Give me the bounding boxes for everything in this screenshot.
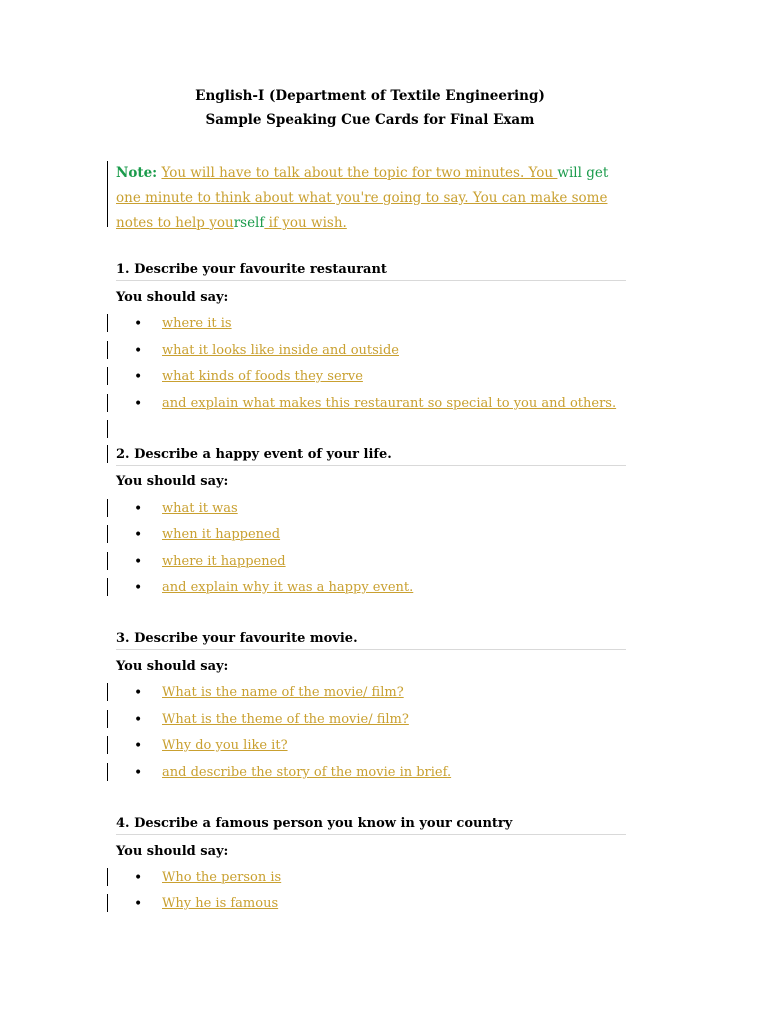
note-label: Note: [116, 165, 158, 181]
change-bar [107, 552, 108, 570]
list-item [107, 396, 637, 414]
note-text-inserted: You will have to talk about the topic for two minutes. You [161, 165, 558, 181]
section-heading: 3. Describe your favourite movie. [116, 631, 626, 650]
section-prompt: You should say: [116, 659, 229, 674]
list-item-text: Why do you like it? [162, 738, 288, 753]
change-bar [107, 445, 108, 463]
change-bar [107, 683, 108, 701]
bullet-icon: • [134, 396, 143, 412]
bullet-icon: • [134, 712, 143, 728]
change-bar [107, 499, 108, 517]
document-title: English-I (Department of Textile Engineering) [195, 88, 545, 104]
bullet-icon: • [134, 738, 143, 754]
list-item [107, 896, 637, 914]
bullet-icon: • [134, 765, 143, 781]
list-item [107, 738, 637, 756]
note-text-inserted: you [209, 215, 234, 231]
list-item-text: Who the person is [162, 870, 282, 885]
list-item-text: where it happened [162, 554, 286, 569]
list-item-text: when it happened [162, 527, 281, 542]
note-paragraph [116, 161, 636, 236]
section-prompt: You should say: [116, 290, 229, 305]
list-item [107, 765, 637, 783]
change-bar [107, 710, 108, 728]
bullet-icon: • [134, 369, 143, 385]
list-item-text: and explain why it was a happy event. [162, 580, 414, 595]
bullet-icon: • [134, 554, 143, 570]
list-item-text: where it is [162, 316, 232, 331]
list-item-text: What is the theme of the movie/ film? [162, 712, 409, 727]
list-item-text: Why he is famous [162, 896, 279, 911]
bullet-icon: • [134, 580, 143, 596]
section-prompt: You should say: [116, 844, 229, 859]
bullet-icon: • [134, 685, 143, 701]
change-bar [107, 525, 108, 543]
note-text: rself [233, 215, 265, 231]
change-bar [107, 394, 108, 412]
section-heading: 4. Describe a famous person you know in your country [116, 816, 626, 835]
change-bar [107, 161, 108, 227]
section-prompt: You should say: [116, 474, 229, 489]
list-item [107, 369, 637, 387]
change-bar [107, 367, 108, 385]
list-item [107, 554, 637, 572]
list-item [107, 501, 637, 519]
list-item-text: what it was [162, 501, 238, 516]
bullet-icon: • [134, 527, 143, 543]
section-heading: 1. Describe your favourite restaurant [116, 262, 626, 281]
note-text-inserted: if you wish. [264, 215, 347, 231]
list-item [107, 685, 637, 703]
document-subtitle: Sample Speaking Cue Cards for Final Exam [205, 112, 535, 128]
section-heading: 2. Describe a happy event of your life. [116, 447, 626, 466]
note-text-inserted: one minute to think about what you're going to say. You can make some notes to help [116, 190, 608, 231]
list-item [107, 527, 637, 545]
bullet-icon: • [134, 870, 143, 886]
list-item-text: and describe the story of the movie in brief. [162, 765, 452, 780]
change-bar [107, 868, 108, 886]
list-item-text: and explain what makes this restaurant so special to you and others. [162, 396, 617, 411]
change-bar [107, 578, 108, 596]
bullet-icon: • [134, 316, 143, 332]
change-bar [107, 420, 108, 438]
change-bar [107, 763, 108, 781]
change-bar [107, 736, 108, 754]
list-item [107, 343, 637, 361]
list-item-text: What is the name of the movie/ film? [162, 685, 404, 700]
change-bar [107, 894, 108, 912]
change-bar [107, 341, 108, 359]
note-text: will get [557, 165, 609, 181]
list-item [107, 316, 637, 334]
bullet-icon: • [134, 343, 143, 359]
bullet-icon: • [134, 501, 143, 517]
list-item-text: what it looks like inside and outside [162, 343, 399, 358]
list-item [107, 870, 637, 888]
bullet-icon: • [134, 896, 143, 912]
list-item [107, 580, 637, 598]
change-bar [107, 314, 108, 332]
list-item [107, 712, 637, 730]
list-item-text: what kinds of foods they serve [162, 369, 363, 384]
